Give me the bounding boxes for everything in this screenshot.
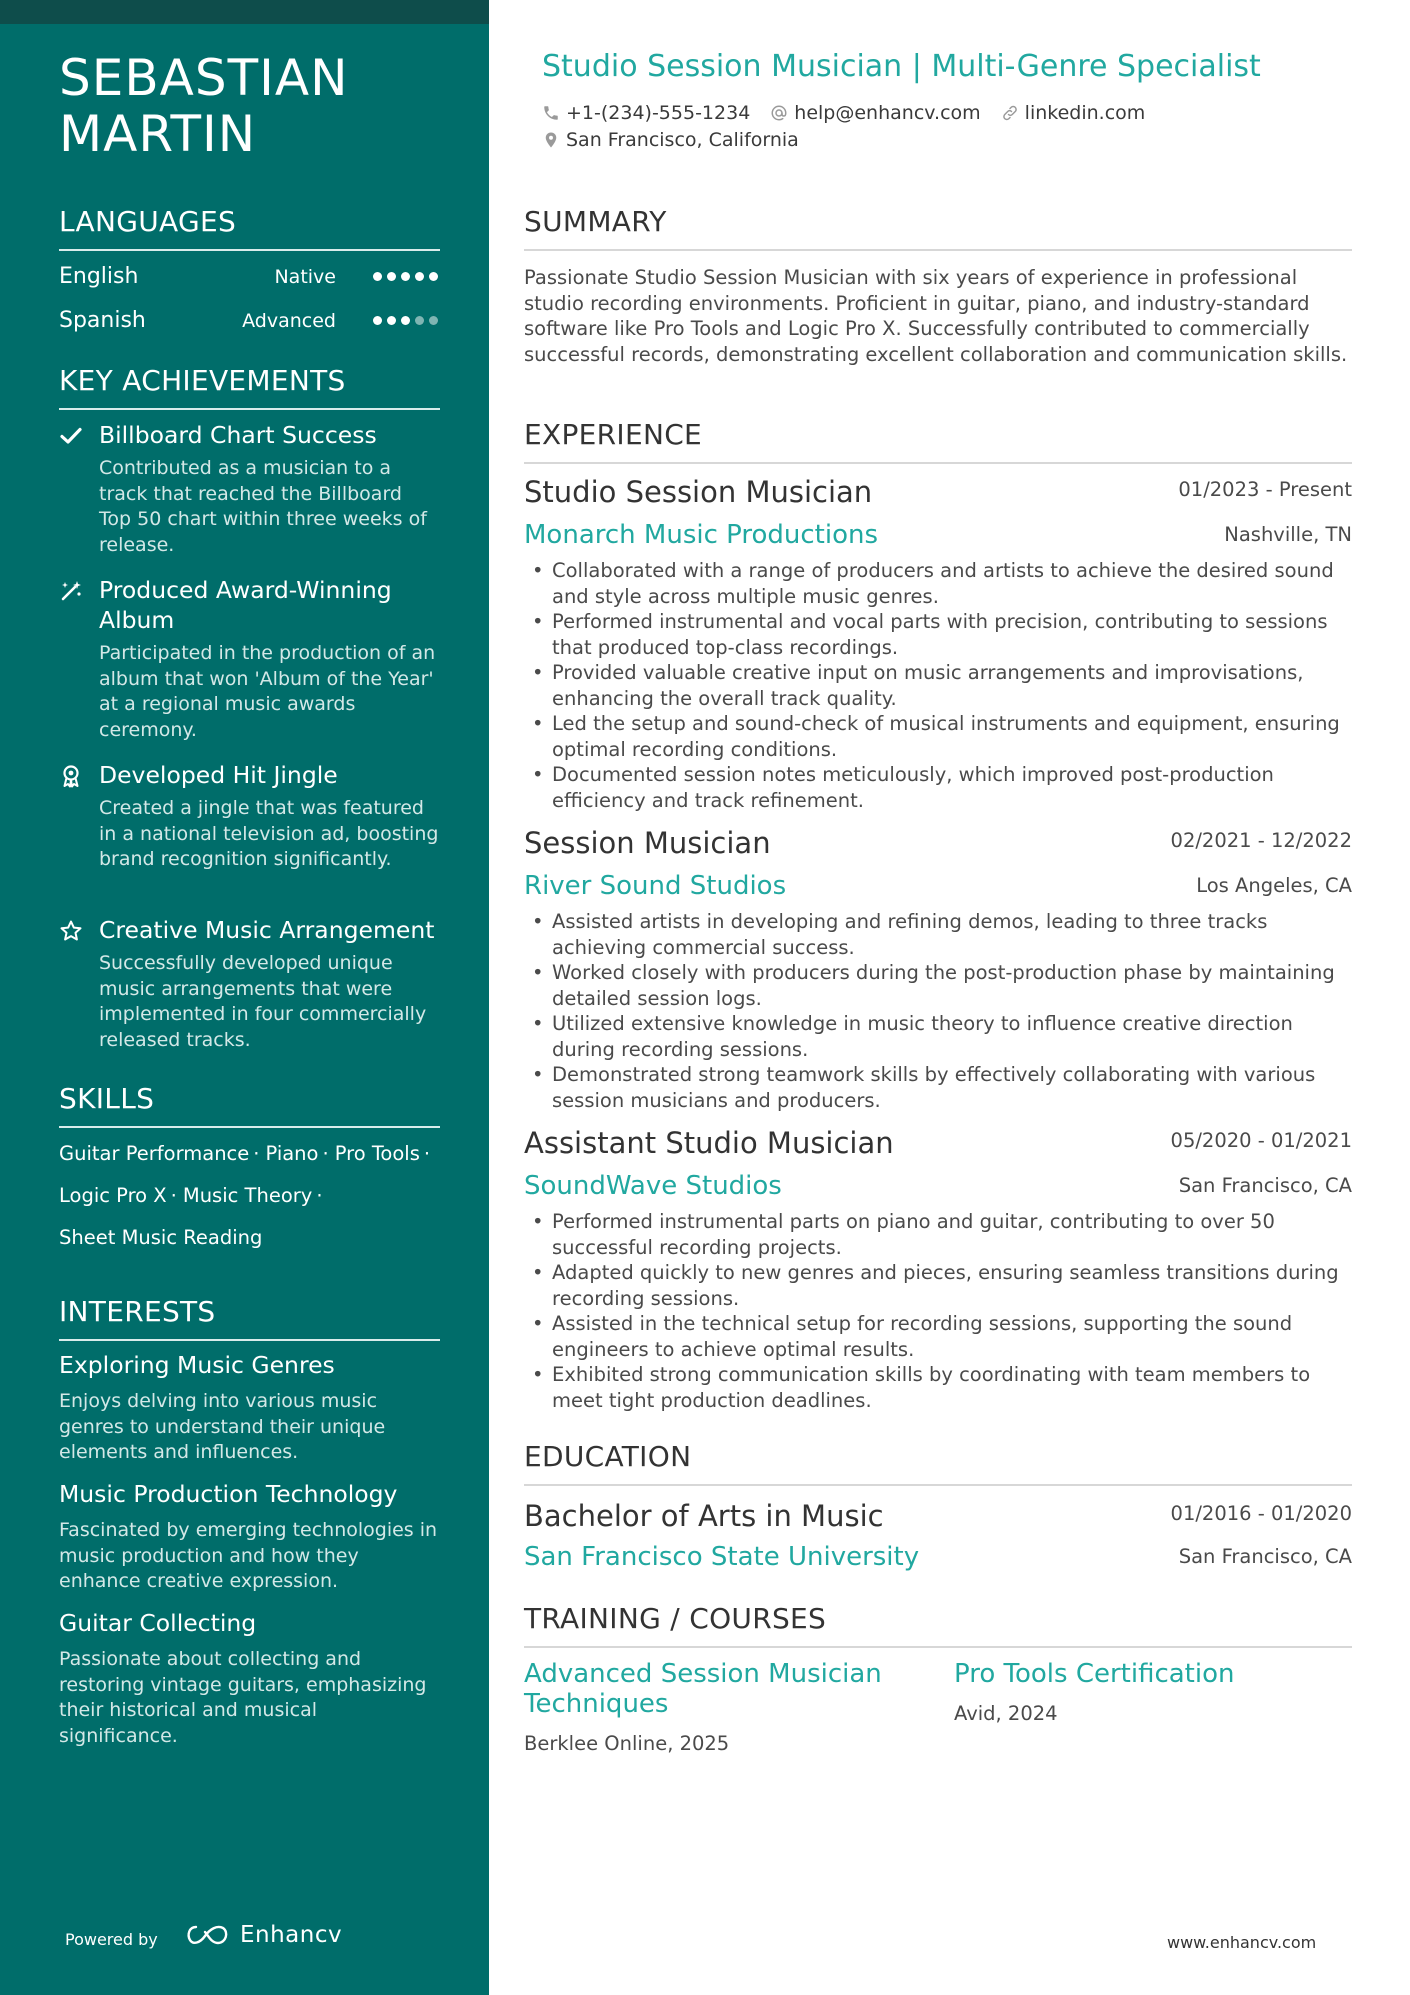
language-name: Spanish <box>59 308 146 333</box>
course-title: Advanced Session Musician Techniques <box>524 1659 882 1719</box>
candidate-name <box>59 50 440 162</box>
bullet-item: • Worked closely with producers during the post-production phase by maintaining detailed session logs. <box>524 960 1352 1011</box>
linkedin-contact[interactable] <box>1001 100 1146 126</box>
interests-heading: INTERESTS <box>59 1295 440 1341</box>
rating-dot <box>401 272 410 281</box>
bullet-item: • Collaborated with a range of producers and artists to achieve the desired sound and style across multiple music genres. <box>524 558 1352 609</box>
bullet-item: • Performed instrumental and vocal parts with precision, contributing to sessions that produced top-class recordings. <box>524 609 1352 660</box>
at-sign-icon <box>770 104 788 122</box>
sidebar-top-band <box>0 0 489 24</box>
rating-dot <box>373 272 382 281</box>
bullet-item: • Provided valuable creative input on music arrangements and improvisations, enhancing the overall track quality. <box>524 660 1352 711</box>
language-rating <box>373 316 438 325</box>
company-name: SoundWave Studios <box>524 1171 782 1201</box>
magic-wand-icon <box>59 579 83 603</box>
course-provider: Berklee Online, 2025 <box>524 1732 730 1755</box>
skill-item: Piano <box>265 1142 319 1165</box>
bullet-item: • Demonstrated strong teamwork skills by effectively collaborating with various session musicians and producers. <box>524 1062 1352 1113</box>
job-date: 05/2020 - 01/2021 <box>1170 1129 1352 1152</box>
interest-description: Enjoys delving into various music genres to understand their unique elements and influences. <box>59 1390 386 1463</box>
education-heading: EDUCATION <box>524 1440 1352 1486</box>
job-bullets <box>524 909 1352 1113</box>
course-title: Pro Tools Certification <box>954 1659 1235 1689</box>
language-name: English <box>59 264 139 289</box>
rating-dot <box>415 272 424 281</box>
headline: Studio Session Musician | Multi-Genre Specialist <box>542 49 1261 84</box>
skill-item: Pro Tools <box>334 1142 420 1165</box>
job-location: San Francisco, CA <box>1178 1174 1352 1197</box>
bullet-item: • Assisted in the technical setup for recording sessions, supporting the sound engineers to achieve optimal results. <box>524 1311 1352 1362</box>
company-name: Monarch Music Productions <box>524 520 879 550</box>
achievement-description: Participated in the production of an album that won 'Album of the Year' at a regional music awards ceremony. <box>99 642 436 741</box>
skill-item: Sheet Music Reading <box>59 1226 263 1249</box>
rating-dot <box>401 316 410 325</box>
summary-text: Passionate Studio Session Musician with six years of experience in professional studio recording environments. Proficient in guitar, piano, and industry-standard software like Pro Tools and Logic Pro X. Successfully contributed to commercially successful records, demonstrating excellent collaboration and communication skills. <box>524 266 1348 366</box>
job-date: 01/2023 - Present <box>1178 478 1352 501</box>
award-ribbon-icon <box>59 764 83 788</box>
achievement-description: Contributed as a musician to a track that reached the Billboard Top 50 chart within three weeks of release. <box>99 457 427 556</box>
phone-number: +1-(234)-555-1234 <box>566 102 751 124</box>
skill-item: Guitar Performance <box>59 1142 250 1165</box>
language-level: Advanced <box>242 310 336 332</box>
job-date: 02/2021 - 12/2022 <box>1170 829 1352 852</box>
key-achievements-heading: KEY ACHIEVEMENTS <box>59 364 440 410</box>
enhancv-logo-icon <box>184 1923 230 1947</box>
degree-title: Bachelor of Arts in Music <box>524 1499 884 1533</box>
name-line-1: SEBASTIAN <box>59 49 349 107</box>
link-icon <box>1001 104 1019 122</box>
achievement-title: Creative Music Arrangement <box>99 916 435 944</box>
language-row <box>59 304 440 338</box>
bullet-item: • Led the setup and sound-check of musical instruments and equipment, ensuring optimal recording conditions. <box>524 711 1352 762</box>
language-rating <box>373 272 438 281</box>
footer-website[interactable]: www.enhancv.com <box>1167 1933 1317 1952</box>
rating-dot <box>429 316 438 325</box>
achievement-description: Successfully developed unique music arrangements that were implemented in four commercially released tracks. <box>99 952 427 1051</box>
rating-dot <box>373 316 382 325</box>
interest-description: Fascinated by emerging technologies in music production and how they enhance creative expression. <box>59 1519 438 1592</box>
course-provider: Avid, 2024 <box>954 1702 1058 1725</box>
bullet-item: • Exhibited strong communication skills by coordinating with team members to meet tight production deadlines. <box>524 1362 1352 1413</box>
achievement-title: Produced Award-Winning Album <box>99 576 392 634</box>
interest-title: Exploring Music Genres <box>59 1351 335 1379</box>
language-level: Native <box>274 266 336 288</box>
achievement-title: Billboard Chart Success <box>99 421 377 449</box>
rating-dot <box>429 272 438 281</box>
training-heading: TRAINING / COURSES <box>524 1602 1352 1648</box>
name-line-2: MARTIN <box>59 105 257 163</box>
phone-icon <box>542 104 560 122</box>
rating-dot <box>415 316 424 325</box>
language-row <box>59 260 440 294</box>
summary-heading: SUMMARY <box>524 205 1352 251</box>
interest-description: Passionate about collecting and restoring vintage guitars, emphasizing their historical and musical significance. <box>59 1648 427 1747</box>
linkedin-url: linkedin.com <box>1024 102 1146 124</box>
education-date: 01/2016 - 01/2020 <box>1170 1502 1352 1525</box>
company-name: River Sound Studios <box>524 871 787 901</box>
skill-item: Music Theory <box>182 1184 313 1207</box>
interest-title: Music Production Technology <box>59 1480 398 1508</box>
bullet-item: • Utilized extensive knowledge in music theory to influence creative direction during recording sessions. <box>524 1011 1352 1062</box>
bullet-item: • Performed instrumental parts on piano and guitar, contributing to over 50 successful recording projects. <box>524 1209 1352 1260</box>
job-bullets <box>524 1209 1352 1413</box>
skills-list: Guitar Performance · Piano · Pro Tools · Logic Pro X · Music Theory · Sheet Music Reading <box>59 1142 431 1249</box>
phone-contact[interactable] <box>542 100 750 126</box>
interest-title: Guitar Collecting <box>59 1609 257 1637</box>
check-icon <box>59 424 83 448</box>
job-location: Nashville, TN <box>1224 523 1352 546</box>
rating-dot <box>387 316 396 325</box>
job-title: Assistant Studio Musician <box>524 1126 894 1160</box>
contact-row <box>542 100 1165 126</box>
email-contact[interactable] <box>770 100 980 126</box>
bullet-item: • Adapted quickly to new genres and pieces, ensuring seamless transitions during recording sessions. <box>524 1260 1352 1311</box>
job-bullets <box>524 558 1352 813</box>
rating-dot <box>387 272 396 281</box>
achievement-title: Developed Hit Jingle <box>99 761 338 789</box>
brand-name: Enhancv <box>240 1922 343 1948</box>
job-title: Session Musician <box>524 826 771 860</box>
achievement-description: Created a jingle that was featured in a national television ad, boosting brand recognition significantly. <box>99 797 439 870</box>
sidebar <box>0 0 489 1995</box>
experience-heading: EXPERIENCE <box>524 418 1352 464</box>
education-location: San Francisco, CA <box>1178 1545 1352 1568</box>
skill-item: Logic Pro X <box>59 1184 167 1207</box>
location-text: San Francisco, California <box>566 129 799 151</box>
school-name: San Francisco State University <box>524 1542 920 1572</box>
location-contact <box>542 127 799 153</box>
job-location: Los Angeles, CA <box>1196 874 1352 897</box>
enhancv-logo[interactable] <box>184 1922 342 1948</box>
location-row <box>542 127 819 153</box>
bullet-item: • Documented session notes meticulously, which improved post-production efficiency and track refinement. <box>524 762 1352 813</box>
star-icon <box>59 919 83 943</box>
powered-by-label: Powered by <box>65 1930 158 1949</box>
job-title: Studio Session Musician <box>524 475 873 509</box>
languages-heading: LANGUAGES <box>59 205 440 251</box>
skills-heading: SKILLS <box>59 1082 440 1128</box>
bullet-item: • Assisted artists in developing and refining demos, leading to three tracks achieving commercial success. <box>524 909 1352 960</box>
email-address: help@enhancv.com <box>794 102 981 124</box>
location-pin-icon <box>542 131 560 149</box>
